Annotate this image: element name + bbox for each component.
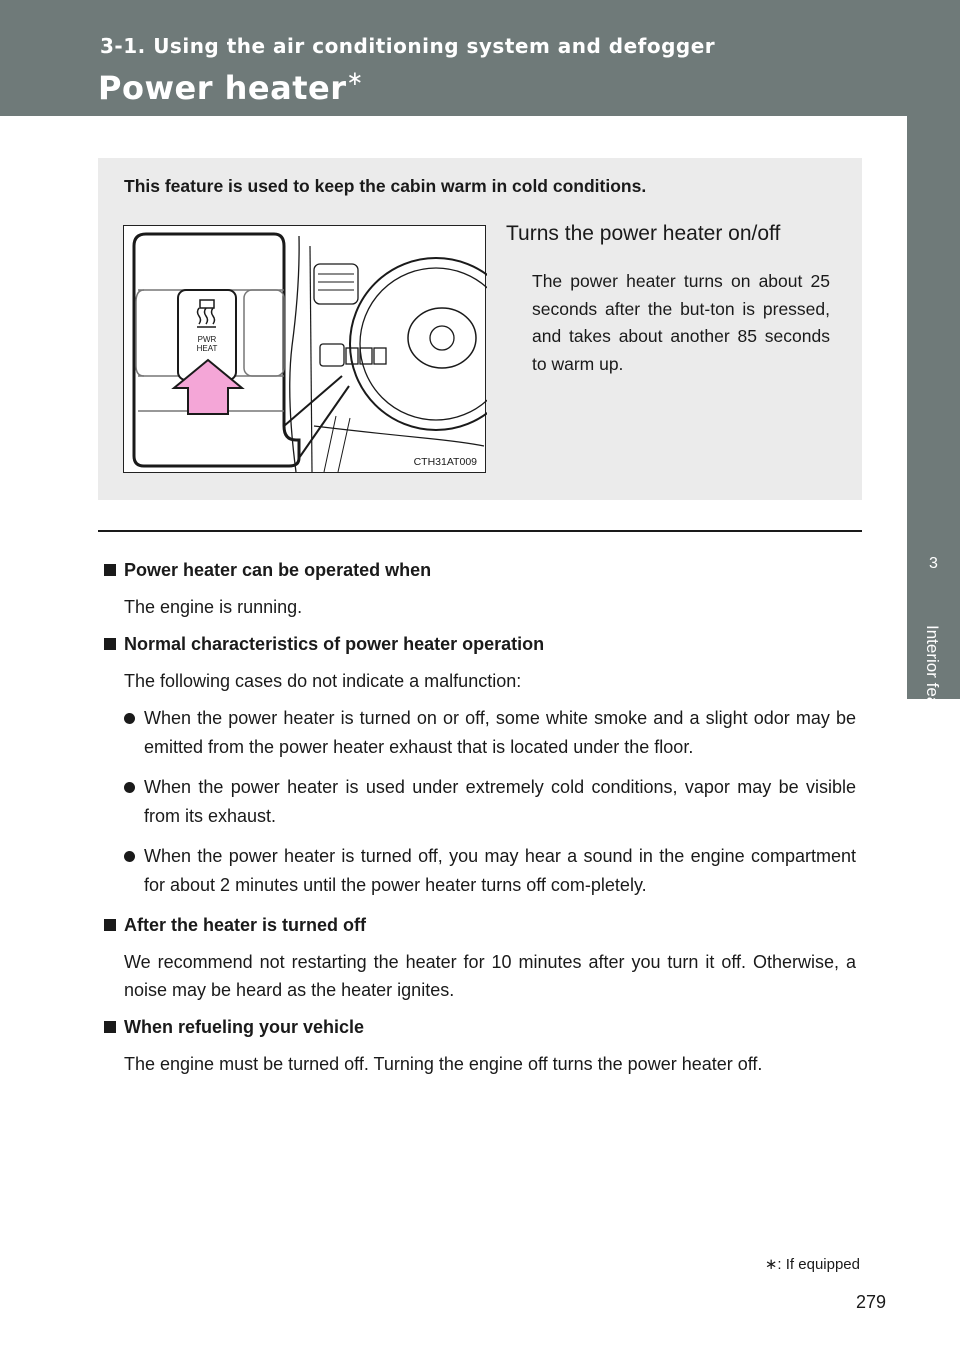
chapter-name-wrap: [918, 625, 942, 825]
button-label-pwr: PWR: [197, 335, 217, 344]
pointer-line-top: [284, 376, 342, 426]
note-heading-text: Normal characteristics of power heater operation: [124, 634, 545, 654]
note-heading-text: After the heater is turned off: [124, 915, 367, 935]
dash-switch-4: [374, 348, 386, 364]
list-item: [104, 842, 856, 899]
square-bullet-icon: [104, 1021, 116, 1033]
button-label-heat: HEAT: [196, 344, 218, 353]
page-title: [98, 66, 364, 107]
air-vent: [314, 264, 358, 304]
list-item-text: When the power heater is turned on or off, some white smoke and a slight odor may be emitted from the power heater exhaust that is located under the floor.: [144, 708, 856, 757]
figure-code: CTH31AT009: [413, 456, 477, 468]
note-heading-text: Power heater can be operated when: [124, 560, 432, 580]
dash-switch-1: [320, 344, 344, 366]
note-heading: [104, 630, 856, 658]
chapter-number: 3: [929, 555, 938, 572]
note-text: The engine must be turned off. Turning the engine off turns the power heater off.: [124, 1054, 763, 1074]
panel-right-slot: [244, 290, 284, 376]
notes-section: [104, 556, 856, 1087]
note-heading-text: When refueling your vehicle: [124, 1017, 365, 1037]
round-bullet-icon: [124, 851, 135, 862]
callout-body: The power heater turns on about 25 seconds after the but-ton is pressed, and takes about another 85 seconds to warm up.: [532, 271, 830, 374]
list-item: [104, 773, 856, 830]
chapter-name: Interior features: [923, 625, 942, 745]
note-text: We recommend not restarting the heater for 10 minutes after you turn it off. Otherwise, a noise may be heard as the heater ignites.: [124, 952, 856, 1000]
pedal-lines: [324, 416, 350, 472]
round-bullet-icon: [124, 713, 135, 724]
page-title-text: Power heater: [98, 69, 347, 107]
callout-title: Turns the power heater on/off: [506, 222, 781, 245]
steering-emblem: [430, 326, 454, 350]
round-bullet-icon: [124, 782, 135, 793]
square-bullet-icon: [104, 564, 116, 576]
section-divider: [98, 530, 862, 532]
equipped-mark: ∗: [346, 66, 364, 90]
list-item: [104, 704, 856, 761]
steering-wheel-rim: [350, 258, 487, 430]
page-number: 279: [856, 1292, 887, 1312]
page-header: [0, 0, 960, 116]
list-item-text: When the power heater is turned off, you may hear a sound in the engine compartment for about 2 minutes until the power heater turns off com-pletely.: [144, 846, 856, 895]
panel-left-slot: [136, 290, 144, 376]
side-tab-upper: [907, 116, 960, 516]
note-heading: [104, 556, 856, 584]
note-text: The engine is running.: [124, 597, 303, 617]
steering-hub: [408, 308, 476, 368]
list-item-text: When the power heater is used under extremely cold conditions, vapor may be visible from its exhaust.: [144, 777, 856, 826]
lower-dash-line: [314, 426, 484, 446]
steering-wheel-inner: [360, 268, 487, 420]
power-heater-illustration: [123, 225, 486, 473]
square-bullet-icon: [104, 638, 116, 650]
section-title: 3-1. Using the air conditioning system and defogger: [100, 34, 716, 58]
note-heading: [104, 911, 856, 939]
dashboard-drawing: [124, 226, 487, 474]
door-edge: [290, 236, 299, 472]
note-text: The following cases do not indicate a malfunction:: [124, 671, 522, 691]
square-bullet-icon: [104, 919, 116, 931]
footnote: ∗: If equipped: [764, 1256, 860, 1273]
pointer-line-bottom: [299, 386, 349, 458]
a-pillar: [310, 246, 312, 472]
intro-text: This feature is used to keep the cabin warm in cold conditions.: [124, 176, 647, 196]
note-heading: [104, 1013, 856, 1041]
